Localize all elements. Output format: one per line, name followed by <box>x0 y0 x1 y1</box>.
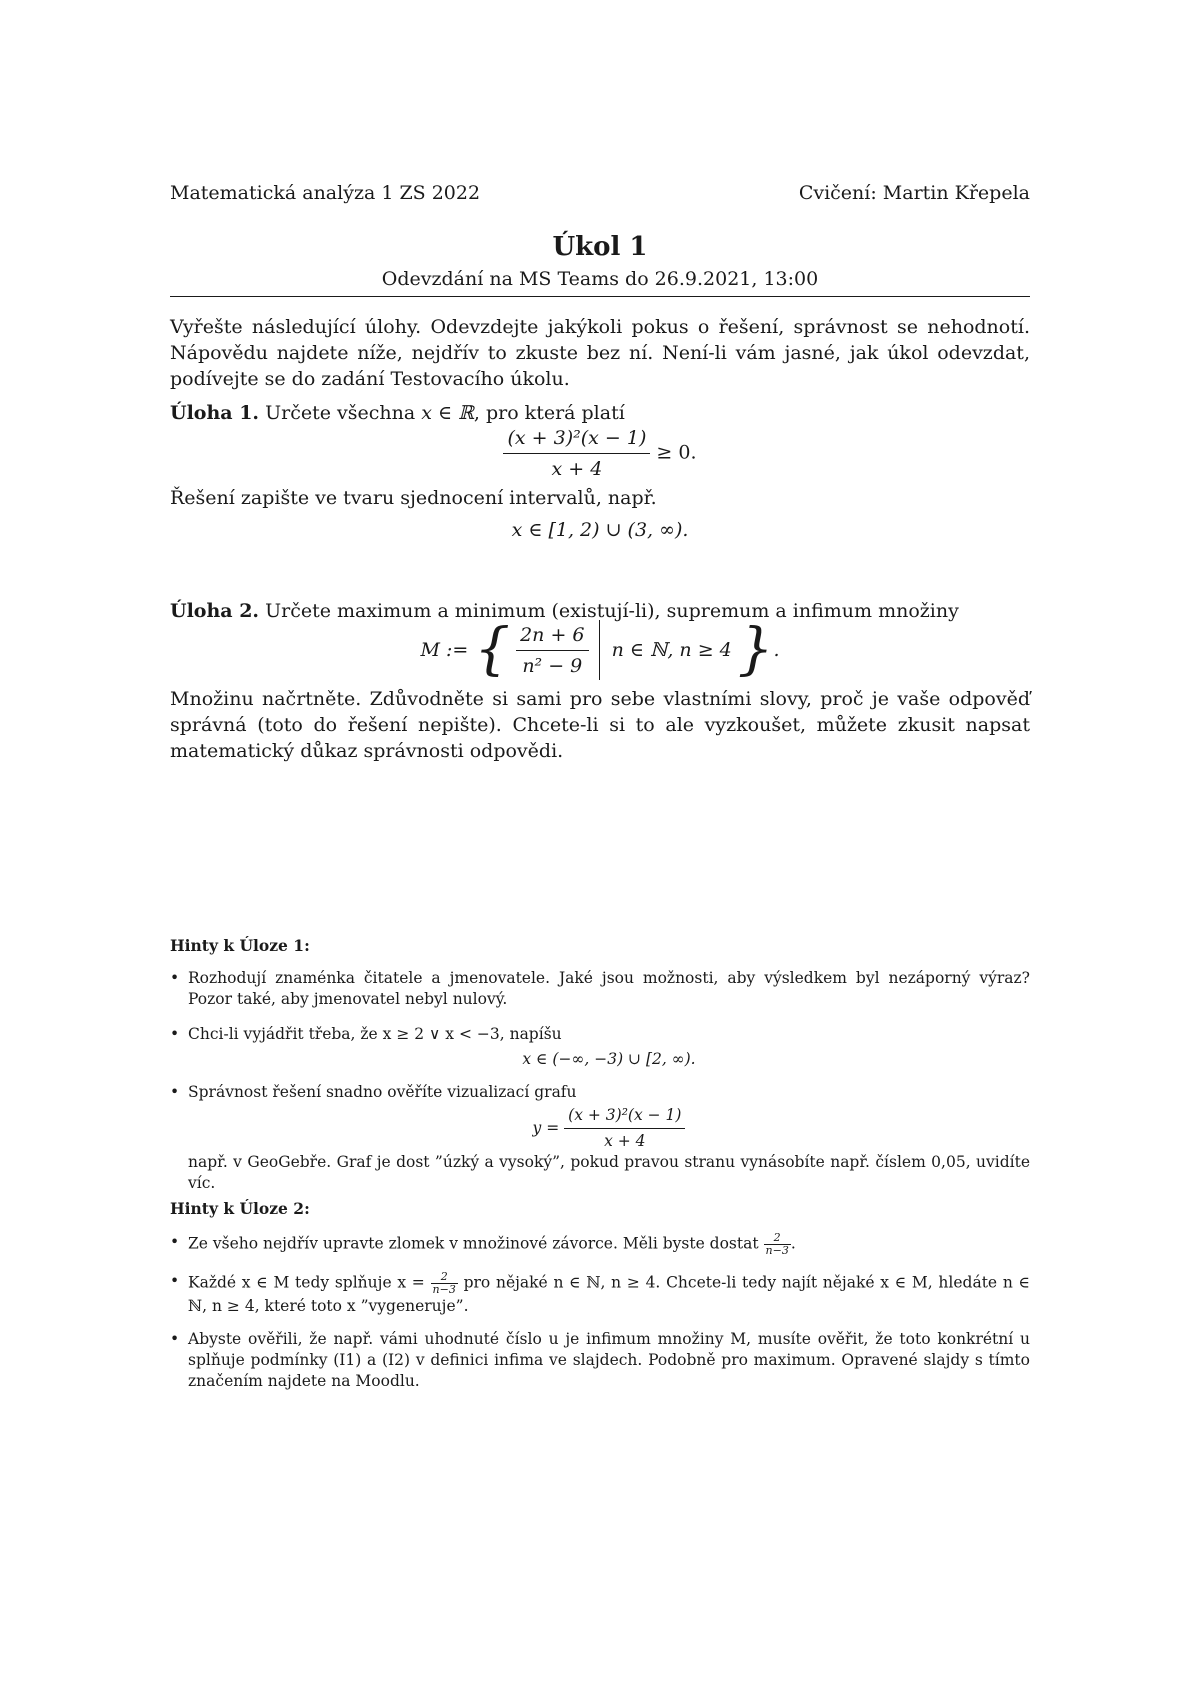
hints2-list <box>170 1232 1030 1392</box>
set-denominator: n² − 9 <box>522 654 583 677</box>
hints1-bullet-3 <box>170 1082 1030 1194</box>
hints2-heading: Hinty k Úloze 2: <box>170 1199 310 1218</box>
set-lhs: M := <box>420 639 469 661</box>
hints2-bullet-1 <box>170 1232 1030 1257</box>
hints2-b1-denominator: n−3 <box>765 1244 789 1257</box>
task1-label: Úloha 1. <box>170 402 260 424</box>
deadline-subtitle: Odevzdání na MS Teams do 26.9.2021, 13:00 <box>381 268 819 290</box>
set-separator <box>599 620 600 680</box>
hints2-b2-fraction <box>431 1271 458 1296</box>
task1-denominator: x + 4 <box>551 458 603 480</box>
hints2-b1-text: Ze všeho nejdřív upravte zlomek v množinové závorce. Měli byste dostat <box>188 1234 759 1253</box>
instructor-name: Cvičení: Martin Křepela <box>798 182 1030 204</box>
intro-paragraph: Vyřešte následující úlohy. Odevzdejte jakýkoli pokus o řešení, správnost se nehodnotí. Nápovědu najdete níže, nejdřív to zkuste bez ní. Není-li vám jasné, jak úkol odevzdat, podívejte se do zadání Testovacího úkolu. <box>170 316 1030 390</box>
hints2-b1-end: . <box>790 1234 796 1253</box>
task1-inequality <box>170 425 1030 482</box>
hints1-b2-text: Chci-li vyjádřit třeba, že x ≥ 2 ∨ x < −3, napíšu <box>188 1025 562 1043</box>
page-title: Úkol 1 <box>552 232 648 262</box>
task1-fraction <box>503 425 650 482</box>
task1-rhs: ≥ 0. <box>656 441 697 464</box>
hints1-heading: Hinty k Úloze 1: <box>170 936 310 955</box>
task1-instruction: Řešení zapište ve tvaru sjednocení intervalů, např. <box>170 487 657 509</box>
task1-x-in-r: x ∈ ℝ <box>421 402 474 424</box>
set-end: . <box>773 639 780 661</box>
task2-label: Úloha 2. <box>170 600 260 622</box>
task2-set-definition <box>170 617 1030 690</box>
document-page <box>170 0 1030 1684</box>
set-numerator: 2n + 6 <box>516 622 588 651</box>
hints1-list <box>170 968 1030 1194</box>
course-name: Matematická analýza 1 ZS 2022 <box>170 182 481 204</box>
task2-paragraph: Množinu načrtněte. Zdůvodněte si sami pro sebe vlastními slovy, proč je vaše odpověď správná (toto do řešení nepište). Chcete-li si to ale vyzkoušet, můžete zkusit napsat matematický důkaz správnosti odpovědi. <box>170 688 1030 762</box>
task1-statement <box>170 400 1030 426</box>
hints2-bullet-2 <box>170 1271 1030 1317</box>
task1-example: x ∈ [1, 2) ∪ (3, ∞). <box>511 519 689 541</box>
task1-numerator: (x + 3)²(x − 1) <box>503 425 650 454</box>
hints1-b3-fraction <box>564 1105 685 1152</box>
hints1-bullet-1: • Rozhodují znaménka čitatele a jmenovatele. Jaké jsou možnosti, aby výsledkem byl nezáporný výraz? Pozor také, aby jmenovatel nebyl nulový. <box>170 968 1030 1010</box>
hints1-bullet-2 <box>170 1024 1030 1070</box>
hints2-b2-a: Každé x ∈ M tedy splňuje x = <box>188 1273 425 1292</box>
set-fraction <box>516 622 588 679</box>
left-brace: { <box>474 617 511 682</box>
task1-text-a: Určete všechna <box>265 402 422 424</box>
hints2-b1-numerator: 2 <box>764 1232 791 1245</box>
title-rule <box>170 296 1030 297</box>
task1-text-b: , pro která platí <box>473 402 625 424</box>
hints1-b3-denominator: x + 4 <box>604 1132 646 1150</box>
hints2-bullet-3: • Abyste ověřili, že např. vámi uhodnuté číslo u je infimum množiny M, musíte ověřit, že toto konkrétní u splňuje podmínky (I1) a (I2) v definici infima ve slajdech. Podobně pro maximum. Opravené slajdy s tímto značením najdete na Moodlu. <box>170 1329 1030 1392</box>
hints2-b2-denominator: n−3 <box>432 1283 456 1296</box>
task2-text: Určete maximum a minimum (existují-li), supremum a infimum množiny <box>265 600 959 622</box>
hints1-b3-text: Správnost řešení snadno ověříte vizualizací grafu <box>188 1083 577 1101</box>
hints1-b3-numerator: (x + 3)²(x − 1) <box>564 1105 685 1129</box>
hints2-b1-fraction <box>764 1232 791 1257</box>
hints2-b2-numerator: 2 <box>431 1271 458 1284</box>
hints1-b2-formula: x ∈ (−∞, −3) ∪ [2, ∞). <box>522 1050 696 1068</box>
set-condition: n ∈ ℕ, n ≥ 4 <box>611 639 732 661</box>
hints2-b2-b: pro nějaké n ∈ ℕ, n ≥ 4. Chcete-li tedy najít nějaké x ∈ M, hledáte n ∈ ℕ, n ≥ 4, které toto x ”vygeneruje”. <box>188 1273 1031 1315</box>
right-brace: } <box>737 617 774 682</box>
hints1-b3-lhs: y = <box>532 1119 560 1137</box>
hints1-b3-after: např. v GeoGebře. Graf je dost ”úzký a vysoký”, pokud pravou stranu vynásobíte např. číslem 0,05, uvidíte víc. <box>188 1153 1030 1192</box>
hints1-b3-formula <box>188 1105 1030 1152</box>
